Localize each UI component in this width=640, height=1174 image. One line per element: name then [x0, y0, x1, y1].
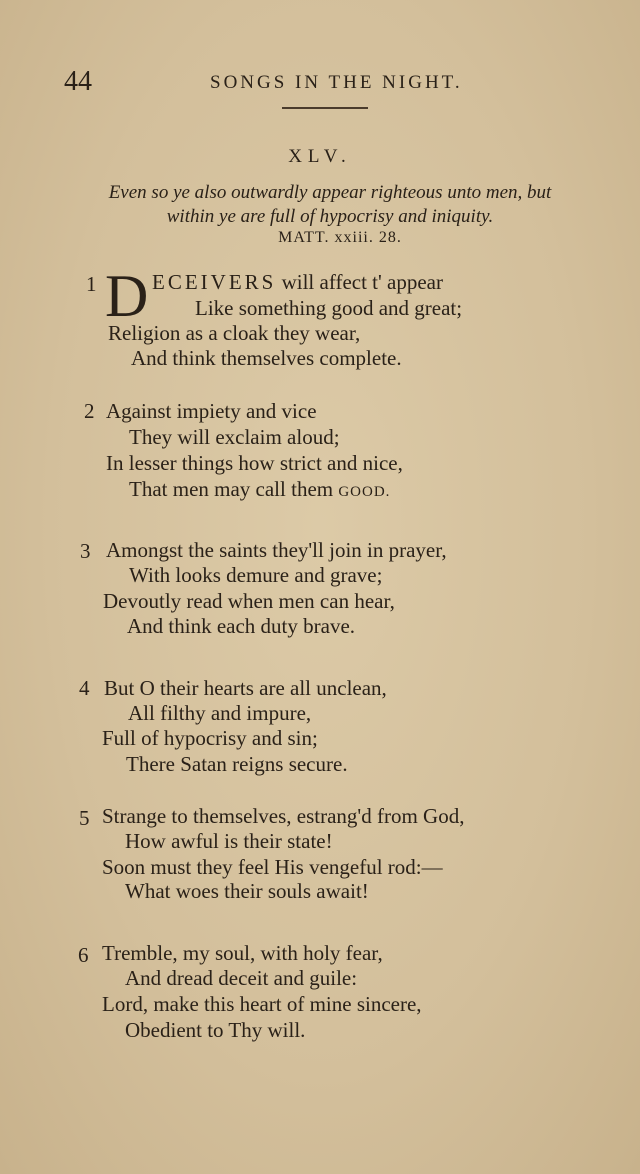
stanza-line: And think each duty brave. [127, 614, 356, 638]
epigraph-line-1: Even so ye also outwardly appear righteous unto men, but [108, 182, 552, 203]
stanza-line: Lord, make this heart of mine sincere, [102, 992, 422, 1016]
stanza-line: Amongst the saints they'll join in prayer, [106, 538, 447, 562]
running-head: SONGS IN THE NIGHT. [210, 72, 463, 93]
stanza-line: Like something good and great; [195, 296, 463, 320]
stanza-line: In lesser things how strict and nice, [106, 451, 403, 475]
hymn-number: XLV. [288, 146, 352, 167]
first-word-caps: ECEIVERS [152, 270, 277, 294]
stanza-number: 1 [86, 272, 97, 296]
line-text: That men may call them [129, 477, 339, 501]
stanza-line: With looks demure and grave; [129, 563, 383, 587]
stanza-line: Obedient to Thy will. [125, 1018, 306, 1042]
small-caps-word: GOOD. [338, 484, 391, 500]
page-number: 44 [64, 66, 92, 97]
stanza-line: Strange to themselves, estrang'd from God, [102, 804, 465, 828]
stanza-line: Tremble, my soul, with holy fear, [102, 941, 383, 965]
stanza-line [129, 477, 390, 502]
stanza-number: 3 [80, 539, 91, 563]
scripture-citation: MATT. xxiii. 28. [278, 229, 402, 246]
stanza-number: 5 [79, 806, 90, 830]
stanza-line: Religion as a cloak they wear, [108, 321, 361, 345]
stanza-line: How awful is their state! [125, 829, 333, 853]
first-line-rest: will affect t' appear [276, 270, 443, 294]
stanza-line [152, 270, 443, 295]
stanza-line: But O their hearts are all unclean, [104, 676, 387, 700]
stanza-number: 2 [84, 399, 95, 423]
stanza-line: They will exclaim aloud; [129, 425, 340, 449]
stanza-number: 6 [78, 943, 89, 967]
stanza-line: Devoutly read when men can hear, [103, 589, 395, 613]
epigraph-line-2: within ye are full of hypocrisy and iniquity. [166, 206, 494, 227]
stanza-line: All filthy and impure, [128, 701, 312, 725]
stanza-line: Against impiety and vice [106, 399, 317, 423]
stanza-line: And think themselves complete. [131, 346, 402, 370]
stanza-line: And dread deceit and guile: [125, 966, 358, 990]
stanza-line: Full of hypocrisy and sin; [102, 726, 318, 750]
header-rule [282, 107, 368, 109]
stanza-number: 4 [79, 676, 90, 700]
stanza-line: There Satan reigns secure. [126, 752, 348, 776]
stanza-line: What woes their souls await! [125, 879, 369, 903]
drop-cap: D [105, 263, 149, 329]
stanza-line: Soon must they feel His vengeful rod:— [102, 855, 443, 879]
